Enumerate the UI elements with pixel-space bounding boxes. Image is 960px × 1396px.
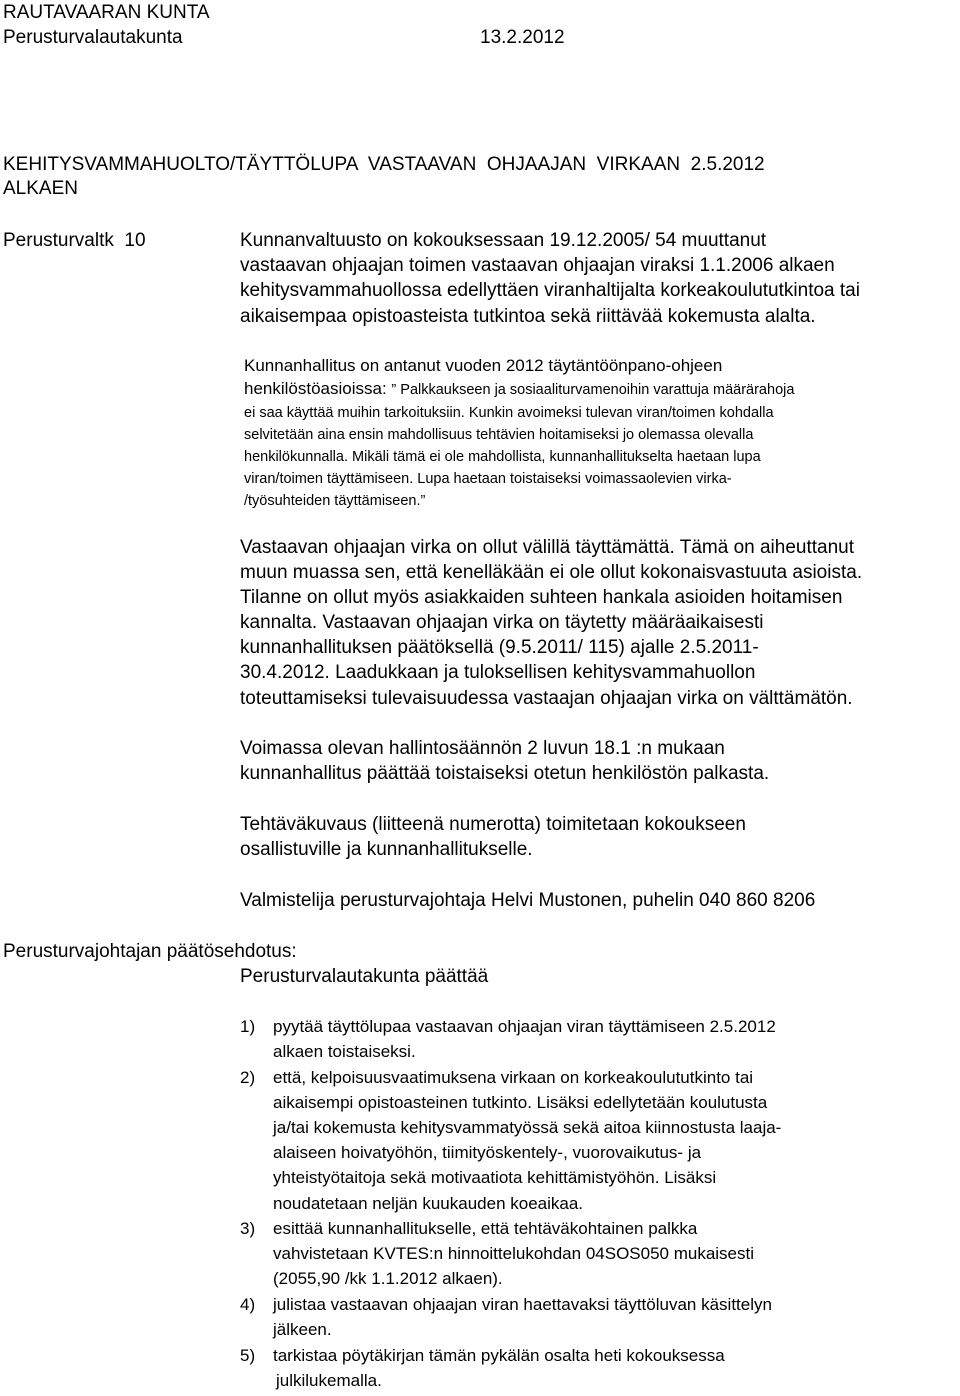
quote-line: selvitetään aina ensin mahdollisuus tehtävien hoitamiseksi jo olemassa olevalla [244, 427, 754, 443]
text-line: Tilanne on ollut myös asiakkaiden suhteen hankala asioiden hoitamisen [240, 587, 843, 608]
list-item-line: esittää kunnanhallitukselle, että tehtäväkohtainen palkka [273, 1219, 698, 1238]
list-item-line: alkaen toistaiseksi. [273, 1042, 416, 1061]
text-line: kannalta. Vastaavan ohjaajan virka on täytetty määräaikaisesti [240, 612, 764, 633]
quote-start: ” Palkkaukseen ja sosiaaliturvamenoihin varattuja määrärahoja [391, 382, 795, 398]
text-lead: henkilöstöasioissa: [244, 379, 392, 398]
text-line: vastaavan ohjaajan toimen vastaavan ohjaajan viraksi 1.1.2006 alkaen [240, 255, 835, 276]
quote-line: henkilökunnalla. Mikäli tämä ei ole mahdollista, kunnanhallitukselta haetaan lupa [244, 449, 761, 465]
list-item-line: vahvistetaan KVTES:n hinnoittelukohdan 04SOS050 mukaisesti [273, 1244, 755, 1263]
text-line: kunnanhallitus päättää toistaiseksi otetun henkilöstön palkasta. [240, 763, 770, 784]
list-item-line: tarkistaa pöytäkirjan tämän pykälän osalta heti kokouksessa [273, 1346, 725, 1365]
text-line: kehitysvammahuollossa edellyttäen viranhaltijalta korkeakoulututkintoa tai [240, 280, 860, 301]
list-item-line: jälkeen. [273, 1320, 332, 1339]
document-title-line2: ALKAEN [3, 178, 78, 199]
list-item-line: noudatetaan neljän kuukauden koeaikaa. [273, 1194, 584, 1213]
text-line: toteuttamiseksi tulevaisuudessa vastaajan ohjaajan virka on välttämätön. [240, 688, 853, 709]
text-line: Kunnanvaltuusto on kokouksessaan 19.12.2005/ 54 muuttanut [240, 230, 767, 251]
text-line: Vastaavan ohjaajan virka on ollut välillä täyttämättä. Tämä on aiheuttanut [240, 537, 855, 558]
list-item-line: pyytää täyttölupaa vastaavan ohjaajan viran täyttämiseen 2.5.2012 [273, 1017, 776, 1036]
list-number: 1) [240, 1017, 256, 1036]
list-item-line: aikaisempi opistoasteinen tutkinto. Lisäksi edellytetään koulutusta [273, 1093, 768, 1112]
text-line: Kunnanhallitus on antanut vuoden 2012 täytäntöönpano-ohjeen [244, 356, 723, 375]
text-line: muun muassa sen, että kenelläkään ei ole ollut kokonaisvastuuta asioista. [240, 562, 863, 583]
list-item-line: ja/tai kokemusta kehitysvammatyössä sekä aitoa kiinnostusta laaja- [273, 1118, 782, 1137]
document-date: 13.2.2012 [480, 27, 565, 48]
text-line: Tehtäväkuvaus (liitteenä numerotta) toimitetaan kokoukseen [240, 814, 746, 835]
list-number: 3) [240, 1219, 256, 1238]
preparer-line: Valmistelija perusturvajohtaja Helvi Mustonen, puhelin 040 860 8206 [240, 890, 816, 911]
text-line: osallistuville ja kunnanhallitukselle. [240, 839, 533, 860]
list-item-line: julkilukemalla. [276, 1371, 382, 1390]
text-line: kunnanhallituksen päätöksellä (9.5.2011/ 115) ajalle 2.5.2011- [240, 637, 759, 658]
quote-line: viran/toimen täyttämiseen. Lupa haetaan toistaiseksi voimassaolevien virka- [244, 471, 732, 487]
list-item-line: että, kelpoisuusvaatimuksena virkaan on korkeakoulututkinto tai [273, 1068, 754, 1087]
section-label: Perusturvaltk 10 [3, 230, 146, 251]
text-line: Voimassa olevan hallintosäännön 2 luvun 18.1 :n mukaan [240, 738, 725, 759]
org-name: RAUTAVAARAN KUNTA [3, 2, 210, 23]
list-number: 4) [240, 1295, 256, 1314]
list-item-line: yhteistyötaitoja sekä motivaatiota kehittämistyöhön. Lisäksi [273, 1168, 717, 1187]
text-line: 30.4.2012. Laadukkaan ja tuloksellisen kehitysvammahuollon [240, 662, 756, 683]
quote-line: /työsuhteiden täyttämiseen.” [244, 493, 426, 509]
board-name: Perusturvalautakunta [3, 27, 183, 48]
quote-line: ei saa käyttää muihin tarkoituksiin. Kunkin avoimeksi tulevan viran/toimen kohdalla [244, 405, 774, 421]
text-line: aikaisempaa opistoasteista tutkintoa sekä riittävää kokemusta alalta. [240, 306, 816, 327]
proposal-heading: Perusturvajohtajan päätösehdotus: [3, 941, 297, 962]
list-number: 5) [240, 1346, 256, 1365]
text-line [244, 378, 794, 401]
document-title-line1: KEHITYSVAMMAHUOLTO/TÄYTTÖLUPA VASTAAVAN OHJAAJAN VIRKAAN 2.5.2012 [3, 154, 765, 175]
list-item-line: (2055,90 /kk 1.1.2012 alkaen). [273, 1269, 503, 1288]
list-number: 2) [240, 1068, 256, 1087]
proposal-subheading: Perusturvalautakunta päättää [240, 966, 489, 987]
list-item-line: alaiseen hoivatyöhön, tiimityöskentely-, vuorovaikutus- ja [273, 1143, 702, 1162]
list-item-line: julistaa vastaavan ohjaajan viran haettavaksi täyttöluvan käsittelyn [273, 1295, 772, 1314]
